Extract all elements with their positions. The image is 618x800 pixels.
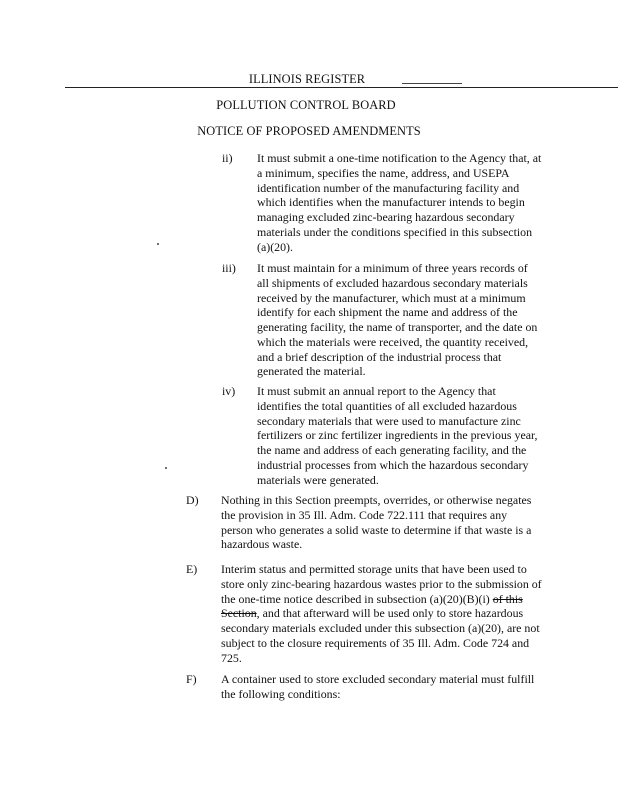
text-fragment: the one-time notice described in subsection (a)(20)(B)(i) xyxy=(221,591,490,606)
text-line: It must maintain for a minimum of three years records of xyxy=(257,261,528,275)
text-line: It must submit an annual report to the Agency that xyxy=(257,384,496,398)
text-line: managing excluded zinc-bearing hazardous secondary xyxy=(257,210,515,224)
text-line: secondary materials excluded under this subsection (a)(20), are not xyxy=(221,621,540,635)
text-line: subject to the closure requirements of 35 Ill. Adm. Code 724 and xyxy=(221,635,530,650)
scan-speck xyxy=(157,243,159,245)
text-line: generating facility, the name of transporter, and the date on xyxy=(257,320,538,334)
board-name: POLLUTION CONTROL BOARD xyxy=(216,98,396,112)
item-text-iv xyxy=(257,384,538,487)
item-text-D xyxy=(221,493,531,552)
text-line: 725. xyxy=(221,650,242,665)
register-title: ILLINOIS REGISTER xyxy=(248,72,366,86)
text-line: industrial processes from which the hazardous secondary xyxy=(257,457,529,472)
text-line: received by the manufacturer, which must at a minimum xyxy=(257,290,526,305)
text-line: identify for each shipment the name and address of the xyxy=(257,305,518,320)
item-text-iii xyxy=(257,261,537,379)
item-label-F: F) xyxy=(186,672,197,686)
text-line: the following conditions: xyxy=(221,686,341,701)
text-fragment: , and that afterward will be used only to store hazardous xyxy=(256,606,524,621)
text-line: Interim status and permitted storage units that have been used to xyxy=(221,562,527,576)
text-line: Nothing in this Section preempts, overrides, or otherwise negates xyxy=(221,493,532,507)
notice-title: NOTICE OF PROPOSED AMENDMENTS xyxy=(197,124,421,138)
item-label-iii: iii) xyxy=(222,261,236,275)
text-line: a minimum, specifies the name, address, and USEPA xyxy=(257,165,510,180)
text-line: store only zinc-bearing hazardous wastes prior to the submission of xyxy=(221,576,542,591)
text-line: materials were generated. xyxy=(257,472,379,487)
text-line: secondary materials that were used to manufacture zinc xyxy=(257,413,521,428)
header-rule xyxy=(65,87,618,88)
text-line: identifies the total quantities of all excluded hazardous xyxy=(257,398,517,413)
text-line: which identifies when the manufacturer intends to begin xyxy=(257,195,525,210)
text-line: materials under the conditions specified in this subsection xyxy=(257,224,533,239)
scan-speck xyxy=(165,467,167,469)
text-line: It must submit a one-time notification to the Agency that, at xyxy=(257,151,542,165)
text-line: and a brief description of the industrial process that xyxy=(257,349,502,364)
text-line: the provision in 35 Ill. Adm. Code 722.111 that requires any xyxy=(221,507,508,522)
struck-text: of this xyxy=(492,591,523,606)
text-line: all shipments of excluded hazardous secondary materials xyxy=(257,275,528,290)
struck-text: Section xyxy=(221,606,257,621)
item-text-ii xyxy=(257,151,541,254)
text-line: hazardous waste. xyxy=(221,537,303,552)
text-line: the name and address of each generating facility, and the xyxy=(257,443,527,457)
text-line: (a)(20). xyxy=(257,239,293,254)
item-text-E xyxy=(221,562,542,665)
text-line xyxy=(221,592,542,607)
item-label-E: E) xyxy=(186,562,198,576)
text-line: person who generates a solid waste to determine if that waste is a xyxy=(221,522,532,537)
item-label-ii: ii) xyxy=(222,151,233,165)
item-text-F xyxy=(221,672,534,702)
text-line: fertilizers or zinc fertilizer ingredients in the previous year, xyxy=(257,428,538,443)
text-line: which the materials were received, the quantity received, xyxy=(257,334,529,349)
item-label-D: D) xyxy=(186,493,199,507)
item-label-iv: iv) xyxy=(222,384,236,398)
text-line: A container used to store excluded secondary material must fulfill xyxy=(221,672,535,686)
text-line xyxy=(221,606,542,621)
text-line: generated the material. xyxy=(257,364,366,379)
title-underline xyxy=(402,83,462,84)
text-line: identification number of the manufacturing facility and xyxy=(257,180,520,195)
